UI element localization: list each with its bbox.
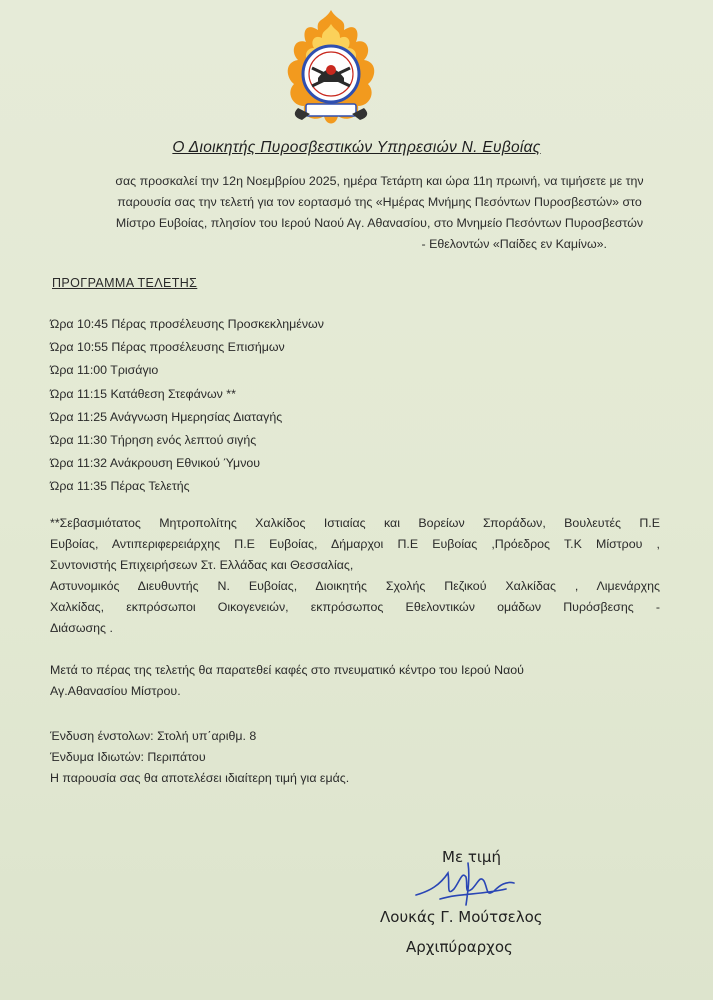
guest-line: **Σεβασμιότατος Μητροπολίτης Χαλκίδος Ιστιαίας και Βορείων Σποράδων, Βουλευτές Π.Ε (50, 516, 660, 530)
coffee-line: Μετά το πέρας της τελετής θα παρατεθεί καφές στο πνευματικό κέντρο του Ιερού Ναού (50, 663, 524, 677)
page-title: Ο Διοικητής Πυροσβεστικών Υπηρεσιών Ν. Ευβοίας (172, 139, 541, 156)
ceremony-schedule (50, 313, 324, 499)
schedule-item: Ώρα 10:45 Πέρας προσέλευσης Προσκεκλημένων (50, 317, 324, 331)
schedule-item: Ώρα 11:00 Τρισάγιο (50, 363, 159, 378)
intro-paragraph (92, 171, 667, 255)
official-guests-note (50, 513, 660, 639)
signatory-rank: Αρχιπύραρχος (406, 938, 513, 956)
dress-code (50, 726, 349, 789)
closing-salutation: Με τιμή (442, 848, 501, 866)
dress-uniformed: Ένδυση ένστολων: Στολή υπ΄αριθμ. 8 (50, 729, 257, 743)
intro-line: παρουσία σας την τελετή για τον εορτασμό της «Ημέρας Μνήμης Πεσόντων Πυροσβεστών» στο (117, 195, 642, 209)
schedule-item: Ώρα 10:55 Πέρας προσέλευσης Επισήμων (50, 340, 285, 355)
guest-line: Διάσωσης . (50, 621, 113, 635)
schedule-item: Ώρα 11:25 Ανάγνωση Ημερησίας Διαταγής (50, 409, 283, 424)
guest-line: Ευβοίας, Αντιπεριφερειάρχης Π.Ε Ευβοίας, Δήμαρχοι Π.Ε Ευβοίας ,Πρόεδρος Τ.Κ Μίστρου , (50, 537, 660, 551)
handwritten-signature (410, 855, 530, 915)
schedule-item: Ώρα 11:15 Κατάθεση Στεφάνων ** (50, 386, 236, 401)
guest-line: Αστυνομικός Διευθυντής Ν. Ευβοίας, Διοικητής Σχολής Πεζικού Χαλκίδας , Λιμενάρχης (50, 579, 660, 593)
intro-line: σας προσκαλεί την 12η Νοεμβρίου 2025, ημέρα Τετάρτη και ώρα 11η πρωινή, να τιμήσετε με την (115, 174, 644, 188)
coffee-note (50, 660, 524, 702)
guest-line: Συντονιστής Επιχειρήσεων Στ. Ελλάδας και Θεσσαλίας, (50, 558, 354, 572)
closing-sentence: Η παρουσία σας θα αποτελέσει ιδιαίτερη τιμή για εμάς. (50, 771, 350, 785)
fire-service-emblem-logo (276, 8, 386, 136)
coffee-line: Αγ.Αθανασίου Μίστρου. (50, 684, 181, 698)
intro-line: - Εθελοντών «Παίδες εν Καμίνω». (421, 237, 607, 251)
schedule-item: Ώρα 11:32 Ανάκρουση Εθνικού Ύμνου (50, 456, 261, 471)
schedule-item: Ώρα 11:35 Πέρας Τελετής (50, 479, 190, 494)
guest-line: Χαλκίδας, εκπρόσωποι Οικογενειών, εκπρόσωπος Εθελοντικών ομάδων Πυρόσβεσης - (50, 600, 660, 614)
schedule-item: Ώρα 11:30 Τήρηση ενός λεπτού σιγής (50, 433, 257, 448)
program-heading: ΠΡΟΓΡΑΜΜΑ ΤΕΛΕΤΗΣ (52, 276, 198, 290)
intro-line: Μίστρο Ευβοίας, πλησίον του Ιερού Ναού Αγ. Αθανασίου, στο Μνημείο Πεσόντων Πυροσβεστών (115, 216, 644, 230)
signatory-name: Λουκάς Γ. Μούτσελος (380, 908, 543, 926)
dress-civilians: Ένδυμα Ιδιωτών: Περιπάτου (50, 750, 206, 764)
